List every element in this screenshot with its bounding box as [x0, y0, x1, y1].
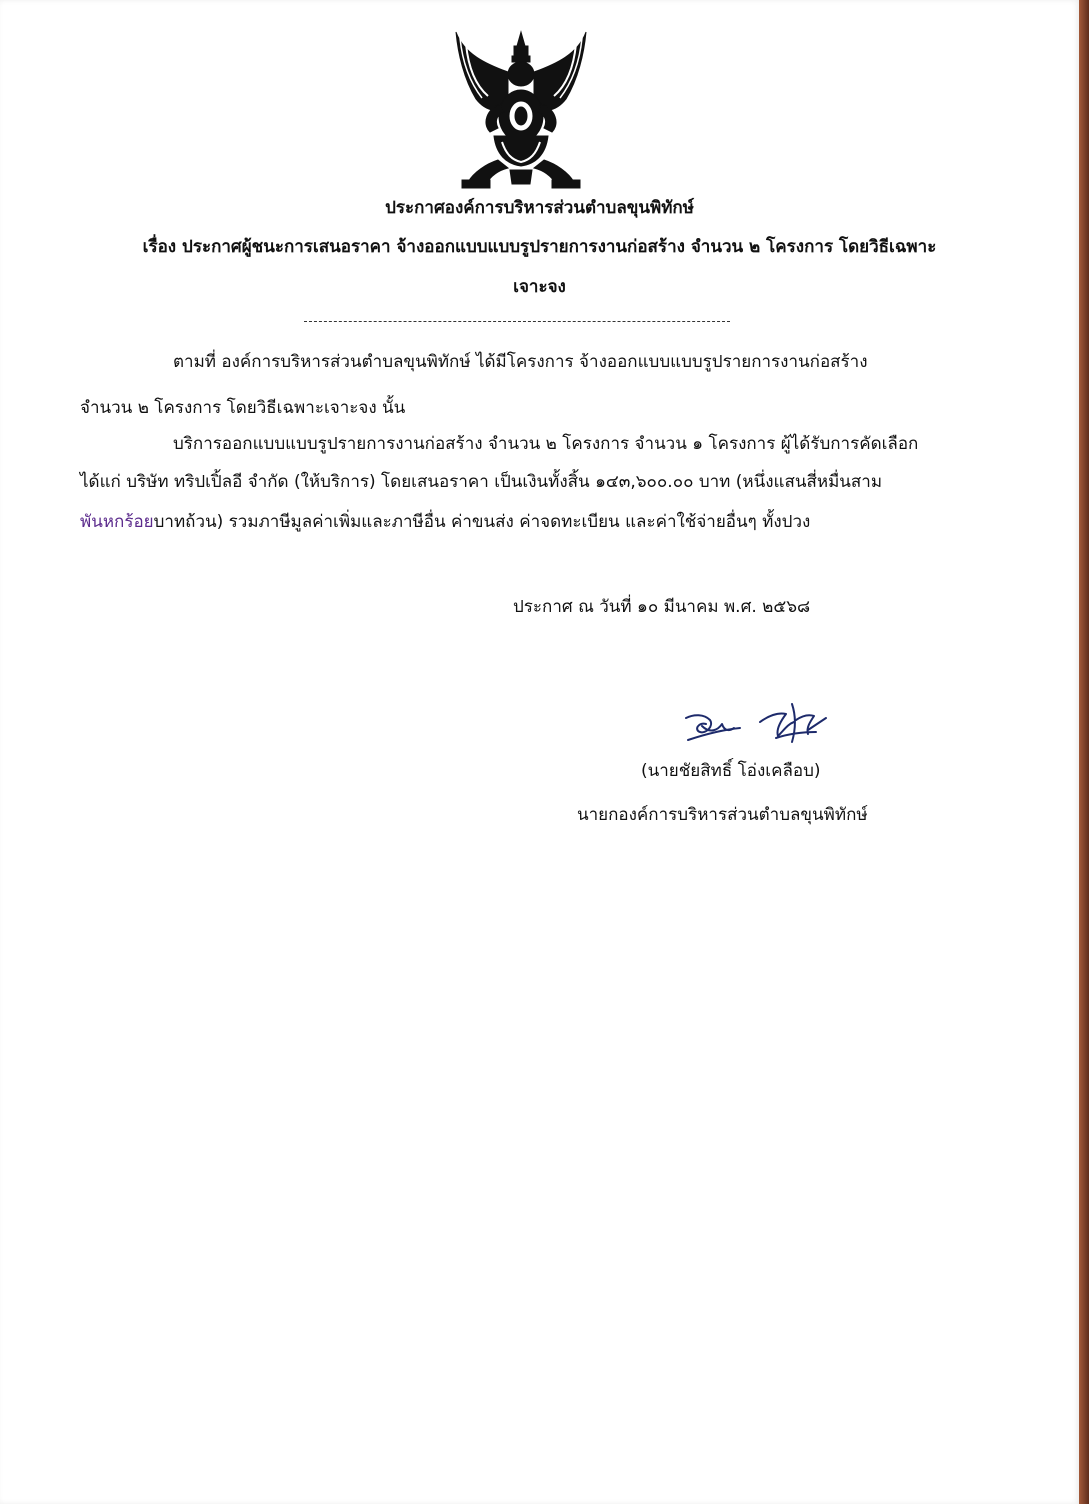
header-divider	[304, 321, 730, 322]
signatory-position: นายกองค์การบริหารส่วนตำบลขุนพิทักษ์	[577, 805, 868, 825]
paragraph2-line3-rest: บาทถ้วน) รวมภาษีมูลค่าเพิ่มและภาษีอื่น ค่าขนส่ง ค่าจดทะเบียน และค่าใช้จ่ายอื่นๆ ทั้งปวง	[153, 512, 811, 532]
handwritten-signature	[680, 700, 830, 754]
paragraph2-line3	[80, 512, 810, 532]
paragraph2-line2: ได้แก่ บริษัท ทริปเปิ้ลอี จำกัด (ให้บริการ) โดยเสนอราคา เป็นเงินทั้งสิ้น ๑๔๓,๖๐๐.๐๐ บาท (หนึ่งแสนสี่หมื่นสาม	[80, 472, 883, 492]
paragraph1-line2: จำนวน ๒ โครงการ โดยวิธีเฉพาะเจาะจง นั้น	[80, 398, 406, 418]
garuda-emblem	[446, 24, 596, 192]
subject-line-1: เรื่อง ประกาศผู้ชนะการเสนอราคา จ้างออกแบบแบบรูปรายการงานก่อสร้าง จำนวน ๒ โครงการ โดยวิธีเฉพาะ	[142, 237, 937, 257]
organization-title: ประกาศองค์การบริหารส่วนตำบลขุนพิทักษ์	[385, 198, 694, 218]
paragraph1-line1: ตามที่ องค์การบริหารส่วนตำบลขุนพิทักษ์ ได้มีโครงการ จ้างออกแบบแบบรูปรายการงานก่อสร้าง	[173, 352, 868, 372]
background-edge	[1079, 0, 1089, 1504]
subject-line-2: เจาะจง	[513, 277, 566, 297]
signatory-name: (นายชัยสิทธิ์ โอ่งเคลือบ)	[641, 761, 821, 781]
announcement-date: ประกาศ ณ วันที่ ๑๐ มีนาคม พ.ศ. ๒๕๖๘	[513, 597, 811, 617]
paragraph2-line1: บริการออกแบบแบบรูปรายการงานก่อสร้าง จำนวน ๒ โครงการ จำนวน ๑ โครงการ ผู้ได้รับการคัดเลือก	[173, 434, 919, 454]
amount-words-highlight: พันหกร้อย	[80, 512, 154, 532]
